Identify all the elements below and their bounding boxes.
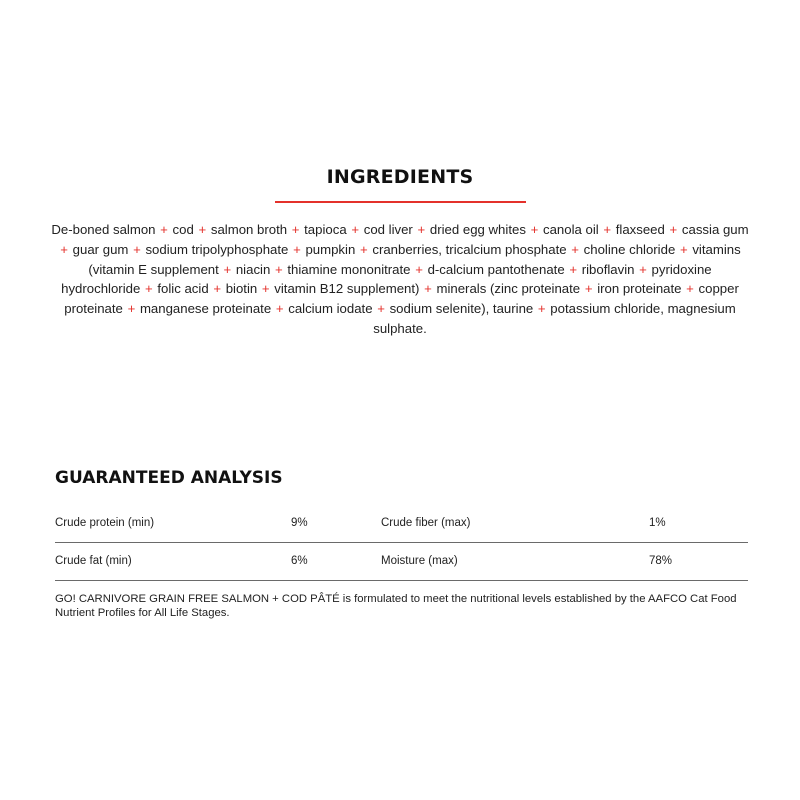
ingredients-list xyxy=(48,220,752,339)
plus-separator-icon: + xyxy=(424,281,432,297)
ingredients-title-underline xyxy=(275,201,526,203)
ingredient-item: vitamin B12 supplement) xyxy=(274,281,420,297)
ingredient-item: biotin xyxy=(225,281,258,297)
analysis-label: Crude protein (min) xyxy=(55,517,155,529)
ingredient-item: iron proteinate xyxy=(597,281,682,297)
ingredient-item: calcium iodate xyxy=(288,301,373,317)
plus-separator-icon: + xyxy=(569,261,578,277)
ingredient-item: minerals (zinc proteinate xyxy=(436,281,581,297)
plus-separator-icon: + xyxy=(274,261,283,277)
plus-separator-icon: + xyxy=(571,241,579,257)
ingredient-item: niacin xyxy=(235,261,271,277)
ingredient-item: manganese proteinate xyxy=(139,301,272,317)
ingredient-item: cod liver xyxy=(363,222,413,237)
plus-separator-icon: + xyxy=(144,281,153,297)
ingredient-item: d-calcium pantothenate xyxy=(427,261,565,277)
ingredient-item: tapioca xyxy=(304,222,347,237)
ingredient-item: guar gum xyxy=(72,241,129,257)
plus-separator-icon: + xyxy=(639,261,647,277)
ingredient-item: pyridoxine hydrochloride xyxy=(61,261,712,297)
ingredient-item: choline chloride xyxy=(583,241,676,257)
analysis-row xyxy=(55,505,748,543)
ingredient-item: potassium chloride, magnesium sulphate. xyxy=(373,301,736,336)
plus-separator-icon: + xyxy=(359,241,368,257)
ingredient-item: cassia gum xyxy=(681,222,749,237)
analysis-label: Crude fiber (max) xyxy=(381,517,471,529)
ingredient-item: copper proteinate xyxy=(64,281,739,317)
plus-separator-icon: + xyxy=(686,281,694,297)
plus-separator-icon: + xyxy=(351,222,360,237)
analysis-label: Moisture (max) xyxy=(381,555,458,567)
ingredient-item: pumpkin xyxy=(305,241,356,257)
plus-separator-icon: + xyxy=(275,301,284,317)
plus-separator-icon: + xyxy=(198,222,207,237)
plus-separator-icon: + xyxy=(679,241,688,257)
plus-separator-icon: + xyxy=(60,241,68,257)
plus-separator-icon: + xyxy=(133,241,141,257)
plus-separator-icon: + xyxy=(127,301,136,317)
plus-separator-icon: + xyxy=(261,281,270,297)
ingredient-item: sodium tripolyphosphate xyxy=(145,241,289,257)
ingredient-item: riboflavin xyxy=(581,261,635,277)
plus-separator-icon: + xyxy=(603,222,612,237)
analysis-value: 78% xyxy=(649,555,673,567)
ingredients-title: INGREDIENTS xyxy=(326,166,474,188)
ingredient-item: salmon broth xyxy=(210,222,288,237)
plus-separator-icon: + xyxy=(417,222,426,237)
analysis-value: 1% xyxy=(649,517,666,529)
analysis-value: 9% xyxy=(291,517,308,529)
guaranteed-analysis-title: GUARANTEED ANALYSIS xyxy=(55,468,283,488)
plus-separator-icon: + xyxy=(530,222,539,237)
plus-separator-icon: + xyxy=(415,261,423,277)
aafco-statement: GO! CARNIVORE GRAIN FREE SALMON + COD PÂTÉ is formulated to meet the nutritional levels established by the AAFCO Cat Food Nutrient Profiles for All Life Stages. xyxy=(55,593,737,619)
ingredient-item: sodium selenite), taurine xyxy=(389,301,534,317)
plus-separator-icon: + xyxy=(584,281,593,297)
plus-separator-icon: + xyxy=(669,222,678,237)
ingredient-item: cod xyxy=(172,222,194,237)
plus-separator-icon: + xyxy=(293,241,301,257)
ingredient-item: cranberries, tricalcium phosphate xyxy=(372,241,567,257)
ingredient-item: thiamine mononitrate xyxy=(287,261,411,277)
plus-separator-icon: + xyxy=(223,261,232,277)
ingredient-item: folic acid xyxy=(157,281,209,297)
plus-separator-icon: + xyxy=(537,301,546,317)
ingredient-item: flaxseed xyxy=(615,222,665,237)
analysis-row xyxy=(55,543,748,581)
plus-separator-icon: + xyxy=(213,281,222,297)
ingredient-item: canola oil xyxy=(542,222,599,237)
ingredient-item: dried egg whites xyxy=(429,222,526,237)
plus-separator-icon: + xyxy=(291,222,300,237)
ingredient-item: De-boned salmon xyxy=(51,222,156,237)
plus-separator-icon: + xyxy=(160,222,168,237)
analysis-label: Crude fat (min) xyxy=(55,555,132,567)
plus-separator-icon: + xyxy=(377,301,385,317)
guaranteed-analysis-table xyxy=(55,505,748,581)
analysis-value: 6% xyxy=(291,555,308,567)
ingredient-item: vitamins (vitamin E supplement xyxy=(88,241,741,277)
